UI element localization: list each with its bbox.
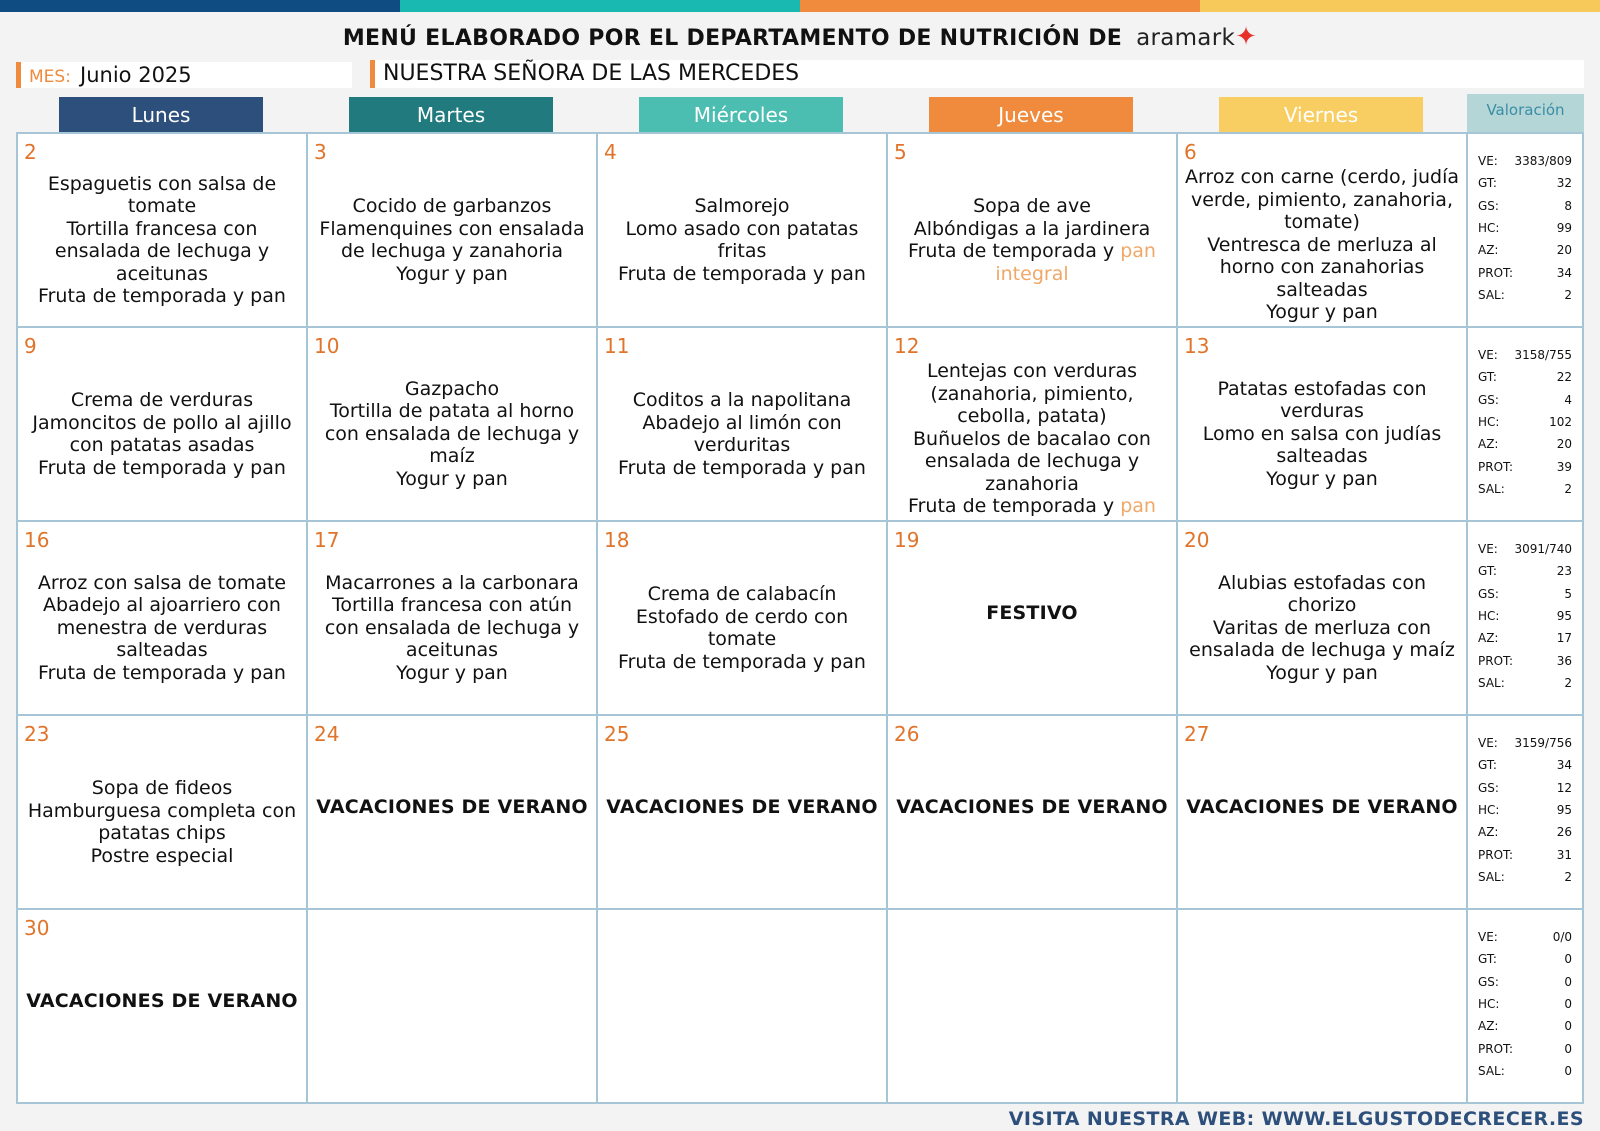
nutrient-label: GT: xyxy=(1478,370,1497,385)
nutrient-label: SAL: xyxy=(1478,869,1505,884)
nutrient-label: GS: xyxy=(1478,392,1499,407)
menu-dish: Tortilla francesa con ensalada de lechuga y aceitunas xyxy=(54,217,270,285)
nutrient-value: 0 xyxy=(1564,1019,1572,1034)
nutrient-label: GT: xyxy=(1478,176,1497,191)
nutrient-label: GT: xyxy=(1478,952,1497,967)
menu-text xyxy=(312,195,592,285)
menu-dish: Tortilla de patata al horno con ensalada de lechuga y maíz xyxy=(324,400,580,467)
nutrient-label: PROT: xyxy=(1478,459,1514,474)
nutrition-row xyxy=(1478,366,1572,388)
day-cell xyxy=(596,132,888,328)
nutrition-row xyxy=(1478,799,1572,821)
menu-dish: Yogur y pan xyxy=(396,661,508,684)
menu-dish: Yogur y pan xyxy=(396,467,508,490)
nutrient-label: SAL: xyxy=(1478,1063,1505,1078)
menu-dish: Tortilla francesa con atún con ensalada de lechuga y aceitunas xyxy=(324,594,580,661)
nutrition-row xyxy=(1478,478,1572,500)
day-number: 24 xyxy=(314,722,340,746)
nutrient-value: 95 xyxy=(1556,802,1572,817)
day-number: 12 xyxy=(894,334,920,358)
nutrient-value: 99 xyxy=(1556,220,1572,235)
nutrient-label: GS: xyxy=(1478,586,1499,601)
nutrient-value: 0 xyxy=(1564,1063,1572,1078)
menu-text xyxy=(602,583,882,673)
vacation-label: VACACIONES DE VERANO xyxy=(26,990,298,1012)
day-cell xyxy=(596,326,888,522)
day-cell xyxy=(16,326,308,522)
nutrition-row xyxy=(1478,866,1572,888)
menu-dish: Varitas de merluza con ensalada de lechuga y maíz xyxy=(1189,616,1455,661)
nutrition-row xyxy=(1478,926,1572,948)
day-number: 5 xyxy=(894,140,907,164)
day-number: 4 xyxy=(604,140,617,164)
menu-text xyxy=(22,777,302,867)
nutrition-row xyxy=(1478,560,1572,582)
day-header-miércoles: Miércoles xyxy=(639,97,843,133)
nutrient-label: AZ: xyxy=(1478,437,1499,452)
nutrient-label: GS: xyxy=(1478,198,1499,213)
nutrition-row xyxy=(1478,583,1572,605)
menu-dish: Yogur y pan xyxy=(1266,661,1378,684)
nutrient-label: GT: xyxy=(1478,758,1497,773)
menu-text xyxy=(1182,572,1462,685)
day-cell xyxy=(306,132,598,328)
top-color-bar xyxy=(0,0,1600,12)
nutrient-value: 22 xyxy=(1556,370,1572,385)
nutrient-label: AZ: xyxy=(1478,1019,1499,1034)
day-number: 10 xyxy=(314,334,340,358)
nutrition-row xyxy=(1478,172,1572,194)
nutrition-row xyxy=(1478,1038,1572,1060)
nutrition-row xyxy=(1478,821,1572,843)
menu-dish: Lomo en salsa con judías salteadas xyxy=(1202,422,1442,467)
menu-dish: Fruta de temporada y pan xyxy=(618,262,866,285)
menu-dish: Lentejas con verduras (zanahoria, pimiento, cebolla, patata) xyxy=(926,360,1137,427)
nutrient-value: 17 xyxy=(1556,631,1572,646)
day-number: 2 xyxy=(24,140,37,164)
nutrient-label: HC: xyxy=(1478,802,1500,817)
nutrient-value: 36 xyxy=(1556,653,1572,668)
nutrition-row xyxy=(1478,150,1572,172)
menu-text xyxy=(312,572,592,685)
day-number: 26 xyxy=(894,722,920,746)
vacation-label: VACACIONES DE VERANO xyxy=(606,796,878,818)
menu-dish: Yogur y pan xyxy=(1266,301,1378,323)
nutrient-label: AZ: xyxy=(1478,631,1499,646)
nutrition-row xyxy=(1478,389,1572,411)
menu-dish: Coditos a la napolitana xyxy=(632,389,852,411)
nutrient-label: SAL: xyxy=(1478,675,1505,690)
nutrient-value: 4 xyxy=(1564,392,1572,407)
nutrition-row xyxy=(1478,456,1572,478)
menu-dish: Postre especial xyxy=(90,844,234,867)
menu-dish: Fruta de temporada y pan xyxy=(38,285,286,307)
nutrition-row xyxy=(1478,538,1572,560)
nutrient-value: 26 xyxy=(1556,825,1572,840)
nutrition-row xyxy=(1478,217,1572,239)
nutrient-label: SAL: xyxy=(1478,481,1505,496)
nutrient-value: 2 xyxy=(1564,869,1572,884)
nutrition-row xyxy=(1478,993,1572,1015)
day-number: 18 xyxy=(604,528,630,552)
day-cell xyxy=(1176,520,1468,716)
day-header-martes: Martes xyxy=(349,97,553,133)
nutrient-label: VE: xyxy=(1478,736,1498,750)
nutrient-value: 0 xyxy=(1564,996,1572,1011)
menu-text xyxy=(892,195,1172,285)
day-number: 27 xyxy=(1184,722,1210,746)
menu-dish: Sopa de ave xyxy=(973,195,1091,217)
nutrient-label: PROT: xyxy=(1478,1041,1514,1056)
menu-dish: Gazpacho xyxy=(404,377,500,400)
vacation-label: VACACIONES DE VERANO xyxy=(896,796,1168,818)
day-header-lunes: Lunes xyxy=(59,97,263,133)
day-cell xyxy=(1176,908,1468,1104)
menu-dish: Crema de verduras xyxy=(70,389,254,411)
nutrition-row xyxy=(1478,411,1572,433)
valoracion-header: Valoración xyxy=(1467,94,1584,134)
day-cell xyxy=(1176,326,1468,522)
nutrient-value: 3159/756 xyxy=(1514,736,1572,750)
nutrition-row xyxy=(1478,754,1572,776)
nutrition-row xyxy=(1478,433,1572,455)
menu-text xyxy=(22,173,302,308)
nutrition-row xyxy=(1478,627,1572,649)
menu-dish: Crema de calabacín xyxy=(647,583,837,605)
nutrient-value: 31 xyxy=(1556,847,1572,862)
nutrition-row xyxy=(1478,672,1572,694)
nutrition-row xyxy=(1478,605,1572,627)
nutrient-value: 2 xyxy=(1564,287,1572,302)
nutrition-row xyxy=(1478,1060,1572,1082)
day-cell xyxy=(306,714,598,910)
menu-dish: Lomo asado con patatas fritas xyxy=(625,217,859,262)
nutrient-value: 3091/740 xyxy=(1514,542,1572,556)
menu-dish: Patatas estofadas con verduras xyxy=(1217,377,1427,422)
nutrient-label: HC: xyxy=(1478,608,1500,623)
nutrient-value: 12 xyxy=(1556,780,1572,795)
nutrient-label: PROT: xyxy=(1478,653,1514,668)
nutrient-label: VE: xyxy=(1478,930,1498,944)
day-number: 16 xyxy=(24,528,50,552)
day-number: 20 xyxy=(1184,528,1210,552)
nutrient-value: 95 xyxy=(1556,608,1572,623)
nutrition-row xyxy=(1478,195,1572,217)
menu-text xyxy=(602,195,882,285)
nutrient-label: GT: xyxy=(1478,564,1497,579)
nutrition-row xyxy=(1478,971,1572,993)
day-cell xyxy=(886,714,1178,910)
nutrient-label: PROT: xyxy=(1478,847,1514,862)
school-name: NUESTRA SEÑORA DE LAS MERCEDES xyxy=(370,60,1584,88)
nutrient-label: GS: xyxy=(1478,974,1499,989)
day-cell xyxy=(16,714,308,910)
nutrition-row xyxy=(1478,948,1572,970)
day-cell xyxy=(306,520,598,716)
day-cell xyxy=(596,714,888,910)
nutrient-value: 5 xyxy=(1564,586,1572,601)
nutrition-row xyxy=(1478,344,1572,366)
menu-dish: Abadejo al limón con verduritas xyxy=(642,411,842,456)
day-number: 6 xyxy=(1184,140,1197,164)
menu-text xyxy=(892,360,1172,540)
top-bar-segment xyxy=(0,0,400,12)
menu-text xyxy=(1182,378,1462,491)
dessert-text: Fruta de temporada y xyxy=(908,240,1121,262)
nutrient-value: 39 xyxy=(1556,459,1572,474)
title-text: MENÚ ELABORADO POR EL DEPARTAMENTO DE NUTRICIÓN DE xyxy=(342,26,1123,51)
vacation-label: VACACIONES DE VERANO xyxy=(316,796,588,818)
month-label: MES: xyxy=(29,67,71,87)
nutrition-cell xyxy=(1466,132,1584,328)
menu-dish: Hamburguesa completa con patatas chips xyxy=(27,799,297,844)
menu-dish: Sopa de fideos xyxy=(91,777,233,799)
nutrient-label: SAL: xyxy=(1478,287,1505,302)
whole-grain-bread-text: pan integral xyxy=(995,240,1156,285)
nutrient-value: 2 xyxy=(1564,481,1572,496)
month-field xyxy=(16,62,352,88)
nutrient-value: 32 xyxy=(1556,176,1572,191)
menu-dish: Flamenquines con ensalada de lechuga y zanahoria xyxy=(319,217,585,262)
nutrient-label: HC: xyxy=(1478,414,1500,429)
aramark-logo: aramark✦ xyxy=(1136,22,1258,52)
nutrient-value: 34 xyxy=(1556,758,1572,773)
nutrient-value: 102 xyxy=(1549,414,1572,429)
menu-dish: Arroz con salsa de tomate xyxy=(37,571,287,594)
day-number: 3 xyxy=(314,140,327,164)
nutrition-row xyxy=(1478,732,1572,754)
menu-dish: Fruta de temporada y pan xyxy=(38,456,286,479)
day-cell xyxy=(1176,132,1468,328)
menu-dish: Jamoncitos de pollo al ajillo con patatas asadas xyxy=(32,411,292,456)
month-value: Junio 2025 xyxy=(80,63,192,87)
page-title xyxy=(0,22,1600,52)
dessert-text: Fruta de temporada y xyxy=(908,495,1121,517)
day-number: 25 xyxy=(604,722,630,746)
day-cell xyxy=(16,908,308,1104)
nutrient-value: 3158/755 xyxy=(1514,348,1572,362)
vacation-label: VACACIONES DE VERANO xyxy=(1186,796,1458,818)
nutrition-row xyxy=(1478,239,1572,261)
nutrient-label: HC: xyxy=(1478,996,1500,1011)
holiday-label: FESTIVO xyxy=(986,602,1078,624)
menu-dish: Espaguetis con salsa de tomate xyxy=(47,172,277,217)
nutrition-row xyxy=(1478,650,1572,672)
day-cell xyxy=(886,132,1178,328)
day-cell xyxy=(596,520,888,716)
nutrient-value: 0 xyxy=(1564,974,1572,989)
menu-dish: Yogur y pan xyxy=(1266,467,1378,490)
day-header-viernes: Viernes xyxy=(1219,97,1423,133)
nutrient-value: 20 xyxy=(1556,243,1572,258)
day-cell xyxy=(886,908,1178,1104)
menu-dish: Cocido de garbanzos xyxy=(352,195,552,217)
menu-text xyxy=(22,572,302,685)
day-number: 23 xyxy=(24,722,50,746)
menu-dish: Salmorejo xyxy=(694,195,790,217)
menu-dish: Fruta de temporada y pan xyxy=(618,650,866,673)
menu-dish: Estofado de cerdo con tomate xyxy=(635,605,849,650)
nutrition-row xyxy=(1478,777,1572,799)
day-cell xyxy=(16,520,308,716)
nutrient-label: VE: xyxy=(1478,542,1498,556)
whole-grain-bread-text: pan xyxy=(1120,495,1156,517)
menu-text xyxy=(1182,166,1462,324)
menu-dish xyxy=(892,240,1172,285)
menu-text xyxy=(312,378,592,491)
nutrient-value: 20 xyxy=(1556,437,1572,452)
nutrition-row xyxy=(1478,844,1572,866)
nutrient-value: 2 xyxy=(1564,675,1572,690)
nutrient-value: 3383/809 xyxy=(1514,154,1572,168)
star-person-icon: ✦ xyxy=(1235,22,1258,52)
nutrient-value: 34 xyxy=(1556,265,1572,280)
menu-text xyxy=(602,389,882,479)
menu-dish: Alubias estofadas con chorizo xyxy=(1218,571,1426,616)
top-bar-segment xyxy=(400,0,800,12)
nutrient-value: 8 xyxy=(1564,198,1572,213)
nutrition-cell xyxy=(1466,714,1584,910)
nutrition-row xyxy=(1478,262,1572,284)
day-header-jueves: Jueves xyxy=(929,97,1133,133)
nutrient-value: 23 xyxy=(1556,564,1572,579)
day-cell xyxy=(306,908,598,1104)
nutrient-label: HC: xyxy=(1478,220,1500,235)
nutrition-row xyxy=(1478,1015,1572,1037)
day-number: 19 xyxy=(894,528,920,552)
day-cell xyxy=(306,326,598,522)
top-bar-segment xyxy=(800,0,1200,12)
day-cell xyxy=(886,326,1178,522)
nutrient-value: 0/0 xyxy=(1552,930,1572,944)
menu-dish: Albóndigas a la jardinera xyxy=(913,217,1151,240)
day-number: 11 xyxy=(604,334,630,358)
nutrition-cell xyxy=(1466,326,1584,522)
nutrient-label: AZ: xyxy=(1478,243,1499,258)
nutrient-label: GS: xyxy=(1478,780,1499,795)
menu-dish: Ventresca de merluza al horno con zanahorias salteadas xyxy=(1207,233,1437,301)
menu-text xyxy=(22,389,302,479)
day-cell xyxy=(1176,714,1468,910)
nutrition-cell xyxy=(1466,520,1584,716)
menu-dish: Buñuelos de bacalao con ensalada de lechuga y zanahoria xyxy=(913,427,1151,495)
nutrient-label: AZ: xyxy=(1478,825,1499,840)
menu-dish: Yogur y pan xyxy=(396,262,508,285)
nutrition-cell xyxy=(1466,908,1584,1104)
day-cell xyxy=(16,132,308,328)
nutrient-label: PROT: xyxy=(1478,265,1514,280)
nutrient-value: 0 xyxy=(1564,952,1572,967)
nutrient-label: VE: xyxy=(1478,154,1498,168)
menu-dish: Fruta de temporada y pan xyxy=(38,661,286,684)
day-cell xyxy=(596,908,888,1104)
menu-dish: Fruta de temporada y pan xyxy=(618,456,866,479)
day-cell xyxy=(886,520,1178,716)
top-bar-segment xyxy=(1200,0,1600,12)
day-number: 9 xyxy=(24,334,37,358)
menu-dish: Abadejo al ajoarriero con menestra de verduras salteadas xyxy=(43,594,281,661)
menu-dish: Macarrones a la carbonara xyxy=(325,571,579,594)
day-number: 17 xyxy=(314,528,340,552)
nutrient-label: VE: xyxy=(1478,348,1498,362)
footer-website[interactable]: VISITA NUESTRA WEB: WWW.ELGUSTODECRECER.ES xyxy=(1008,1108,1584,1130)
day-number: 13 xyxy=(1184,334,1210,358)
menu-dish: Arroz con carne (cerdo, judía verde, pimiento, zanahoria, tomate) xyxy=(1184,166,1460,233)
nutrient-value: 0 xyxy=(1564,1041,1572,1056)
day-number: 30 xyxy=(24,916,50,940)
nutrition-row xyxy=(1478,284,1572,306)
